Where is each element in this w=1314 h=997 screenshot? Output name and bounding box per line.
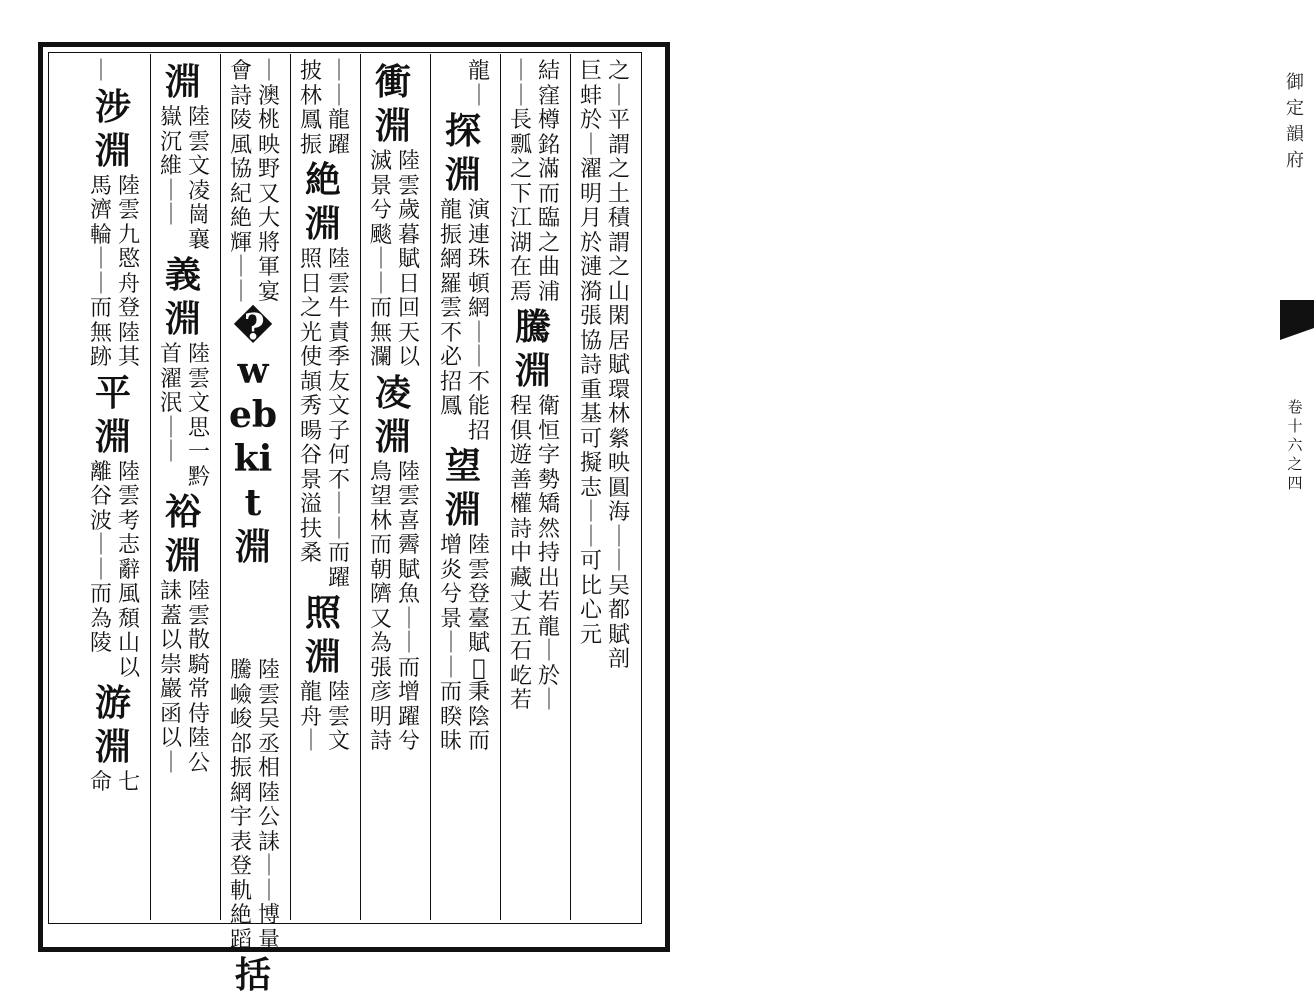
annotation-left-line: 披林鳳振	[299, 59, 322, 158]
column-rule	[220, 54, 221, 920]
annotation-right-line: 陸雲歲暮賦日回天以	[397, 149, 420, 370]
annotation-left-line: 會詩陵風協紀絶輝｜｜	[229, 59, 252, 305]
annotation-right-line: 龍｜	[467, 59, 490, 109]
annotation-left-line: ｜	[89, 59, 112, 84]
annotation-right-line: 陸雲喜霽賦魚｜｜而增躍兮	[397, 459, 420, 754]
entry-heading: 探淵	[444, 110, 481, 196]
annotation-right-line: ｜｜龍躍	[327, 59, 350, 158]
annotation-right-line: ｜澳桃映野又大將軍宴	[257, 59, 280, 305]
annotation-right-line: 結窪樽銘滿而臨之曲浦	[537, 59, 560, 305]
annotation-left-line: 馬濟輪｜｜而無跡	[89, 173, 112, 370]
annotation-right-line: 陸雲考志辭風頹山以	[117, 459, 140, 681]
annotation-right-line: 演連珠頓網｜｜不能招	[467, 198, 490, 444]
entry-heading: 騰淵	[514, 306, 551, 392]
entry-heading: 裕淵	[164, 491, 201, 577]
annotation-right-line: 陸雲文	[327, 680, 350, 754]
annotation-left-line: 增炎兮景｜｜而睽昧	[439, 533, 462, 754]
annotation-right-line: 陸雲吴丞相陸公誄｜｜博量	[257, 658, 280, 953]
annotation-right-line: 陸雲九愍舟登陸其	[117, 173, 140, 370]
entry-heading: �webkit淵	[228, 306, 278, 568]
book-title: 御定韻府	[1286, 72, 1304, 171]
annotation-right-line: 陸雲牛責季友文子何不｜｜而躍	[327, 247, 350, 591]
annotation-left-line: 嶽沉維｜｜	[159, 105, 182, 228]
entry-heading: 平淵	[94, 371, 131, 458]
annotation-left-line: 鳥望林而朝隮又為張彦明詩	[369, 459, 392, 754]
entry-heading: 衝淵	[374, 61, 411, 147]
column-rule	[360, 54, 361, 920]
annotation-left-line: ｜｜長瓢之下江湖在焉	[509, 59, 532, 305]
entry-heading: 凌淵	[374, 371, 411, 458]
entry-heading: 涉淵	[94, 85, 131, 172]
annotation-left-line: 照日之光使頡秀暘谷景溢扶桑	[299, 247, 322, 566]
annotation-right-line: 陸雲文思一黔	[187, 342, 210, 490]
column-rule	[430, 54, 431, 920]
annotation-left-line: 巨蚌於｜濯明月於漣漪張協詩重基可擬志｜｜可比心元	[579, 59, 602, 648]
annotation-left-line: 誄蓋以崇巖函以｜	[159, 579, 182, 776]
annotation-right-line: 七	[117, 770, 140, 795]
annotation-right-line: 之｜平謂之土積謂之山閑居賦環林縈映圓海｜｜吴都賦剖	[607, 59, 630, 672]
annotation-left-line: 命	[89, 770, 112, 795]
annotation-right-line: 衛恒字勢矯然持出若龍｜於｜	[537, 394, 560, 713]
volume-label: 卷十六之四	[1287, 398, 1303, 492]
entry-heading: 望淵	[444, 445, 481, 531]
column-rule	[150, 54, 151, 920]
entry-heading: 游淵	[94, 682, 131, 768]
annotation-left-line: 龍振網羅雲不必招鳳	[439, 198, 462, 419]
entry-heading: 淵	[164, 61, 201, 103]
entry-heading: 括	[234, 954, 271, 996]
annotation-left-line: 騰嶮峻郃振網宇表登軌絶蹈	[229, 658, 252, 953]
annotation-left-line: 離谷波｜｜而為陵	[89, 459, 112, 656]
annotation-left-line: 龍舟｜	[299, 680, 322, 754]
annotation-right-line: 陸雲登臺賦𪢈秉陰而	[467, 533, 490, 754]
entry-heading: 義淵	[164, 254, 201, 340]
annotation-left-line: 滅景兮颷｜｜而無瀾	[369, 149, 392, 370]
annotation-left-line: 程俱遊善權詩中藏丈五石屹若	[509, 394, 532, 713]
column-rule	[290, 54, 291, 920]
annotation-right-line: 陸雲文凌崗襄	[187, 105, 210, 253]
entry-heading: 絶淵	[304, 159, 341, 245]
page-margin	[640, 0, 1304, 977]
column-rule	[570, 54, 571, 920]
column-rule	[500, 54, 501, 920]
fish-tail-mark	[1280, 300, 1314, 328]
annotation-right-line: 陸雲散騎常侍陸公	[187, 579, 210, 776]
annotation-left-line: 首濯泯｜｜	[159, 342, 182, 465]
entry-heading: 照淵	[304, 592, 341, 678]
